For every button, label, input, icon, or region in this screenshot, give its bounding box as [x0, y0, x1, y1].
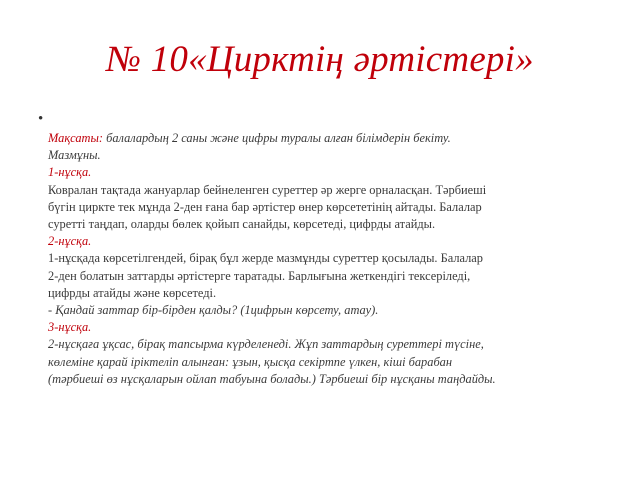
variant2-label: 2-нұсқа.	[48, 234, 92, 249]
variant3-line: (тәрбиеші өз нұсқаларын ойлап табуына болады.) Тәрбиеші бір нұсқаны таңдайды.	[48, 371, 496, 386]
bullet-marker: •	[38, 111, 44, 127]
variant2-question: - Қандай заттар бір-бірден қалды? (1цифрын көрсету, атау).	[48, 303, 379, 318]
goal-label: Мақсаты:	[48, 131, 103, 145]
slide-body	[48, 130, 614, 388]
variant1-line: бүгін циркте тек мұнда 2-ден ғана бар әртістер өнер көрсететінің айтады. Балалар	[48, 199, 482, 214]
variant3-label: 3-нұсқа.	[48, 320, 92, 335]
goal-text: балалардың 2 саны және цифры туралы алған білімдерін бекіту.	[102, 131, 451, 145]
variant1-label: 1-нұсқа.	[48, 165, 92, 180]
slide-title: № 10«Цирктің әртістері»	[106, 39, 534, 80]
variant1-line: суретті таңдап, оларды бөлек қойып санайды, көрсетеді, цифрды атайды.	[48, 217, 436, 232]
goal-line	[48, 130, 614, 147]
content-label: Мазмұны.	[48, 148, 101, 163]
variant3-line: 2-нұсқаға ұқсас, бірақ тапсырма күрделенеді. Жұп заттардың суреттері түсіне,	[48, 337, 484, 352]
variant2-line: 2-ден болатын заттарды әртістерге таратады. Барлығына жеткендігі тексеріледі,	[48, 268, 471, 283]
variant3-line: көлеміне қарай іріктеліп алынған: ұзын, қысқа секіртпе үлкен, кіші барабан	[48, 354, 453, 369]
variant2-line: 1-нұсқада көрсетілгендей, бірақ бұл жерде мазмұнды суреттер қосылады. Балалар	[48, 251, 483, 266]
variant1-line: Ковралан тақтада жануарлар бейнеленген суреттер әр жерге орналасқан. Тәрбиеші	[48, 182, 487, 197]
variant2-line: цифрды атайды және көрсетеді.	[48, 285, 217, 300]
